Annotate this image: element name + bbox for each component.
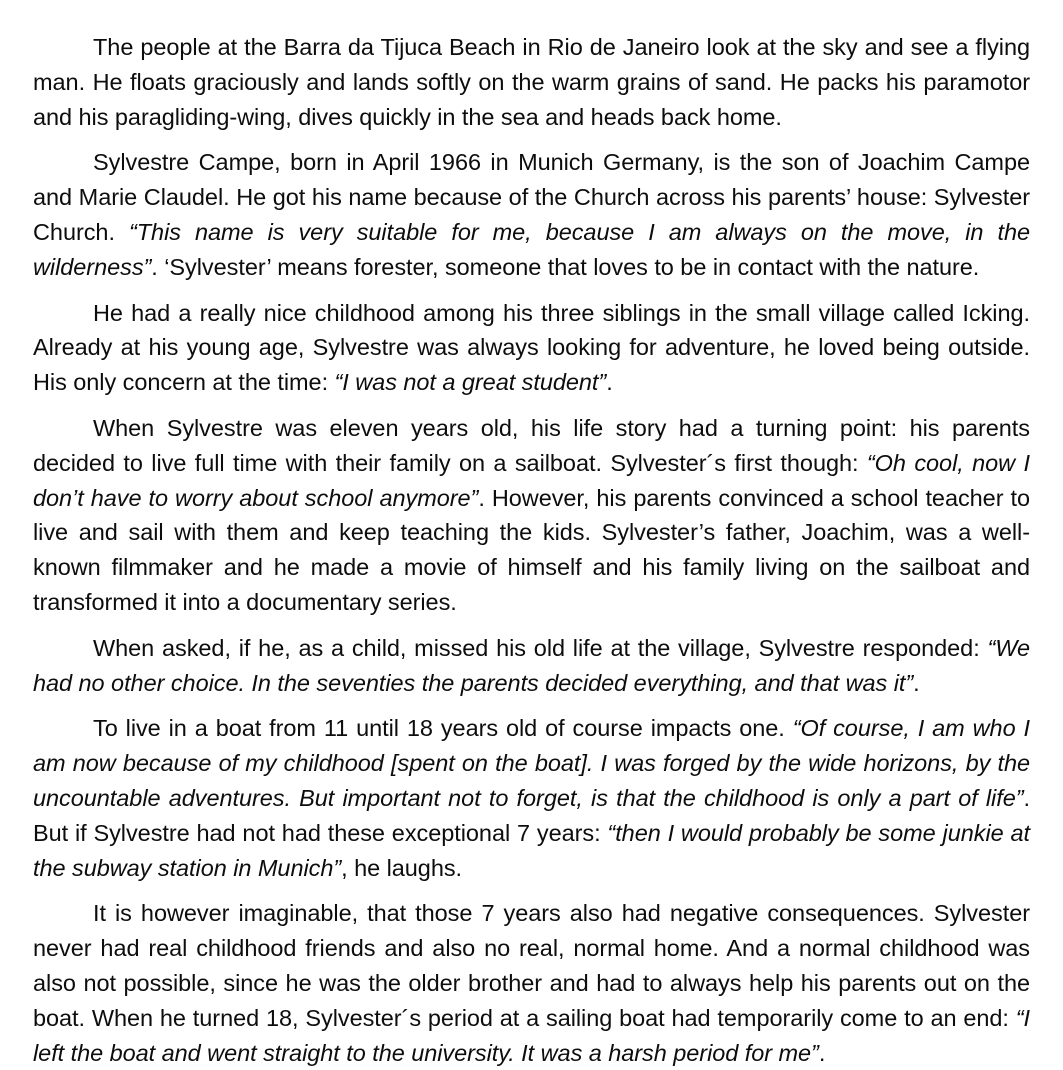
quoted-passage: “We had no other choice. In the seventies the parents decided everything, and that was it” [33,634,1030,696]
text-run: To live in a boat from 11 until 18 years old of course impacts one. [93,715,793,742]
text-run: . [913,669,920,696]
text-run: He had a really nice childhood among his three siblings in the small village called Icking. Already at his young age, Sylvestre was always looking for adventure, he loved being outside. His only concern at the time: [33,299,1030,396]
paragraph [33,296,1030,400]
quoted-passage: “then I would probably be some junkie at the subway station in Munich” [33,819,1030,881]
text-run: . ‘Sylvester’ means forester, someone that loves to be in contact with the nature. [151,253,980,280]
text-run: , he laughs. [341,854,463,881]
paragraph [33,896,1030,1070]
text-run: . [606,369,613,396]
paragraph [33,631,1030,701]
quoted-passage: “I left the boat and went straight to the university. It was a harsh period for me” [33,1004,1030,1066]
text-run: The people at the Barra da Tijuca Beach in Rio de Janeiro look at the sky and see a flying man. He floats graciously and lands softly on the warm grains of sand. He packs his paramotor and his paragliding-wing, dives quickly in the sea and heads back home. [33,34,1030,130]
quoted-passage: “Oh cool, now I don’t have to worry about school anymore” [33,449,1030,511]
text-run: When asked, if he, as a child, missed his old life at the village, Sylvestre responded: [93,634,988,661]
article-body [33,30,1030,1070]
text-run: When Sylvestre was eleven years old, his life story had a turning point: his parents decided to live full time with their family on a sailboat. Sylvester´s first though: [33,414,1030,476]
paragraph [33,411,1030,620]
text-run: . [818,1039,826,1066]
text-run: Sylvestre Campe, born in April 1966 in Munich Germany, is the son of Joachim Campe and Marie Claudel. He got his name because of the Church across his parents’ house: Sylvester Church. [33,149,1030,245]
quoted-passage: “This name is very suitable for me, because I am always on the move, in the wilderness” [33,218,1030,280]
paragraph [33,145,1030,284]
text-run: . However, his parents convinced a school teacher to live and sail with them and keep teaching the kids. Sylvester’s father, Joachim, was a well-known filmmaker and he made a movie of himself and his family living on the sailboat and transformed it into a documentary series. [33,484,1030,615]
text-run: It is however imaginable, that those 7 years also had negative consequences. Sylvester never had real childhood friends and also no real, normal home. And a normal childhood was also not possible, since he was the older brother and had to always help his parents out on the boat. When he turned 18, Sylvester´s period at a sailing boat had temporarily come to an end: [33,900,1030,1031]
paragraph [33,30,1030,134]
paragraph [33,711,1030,885]
quoted-passage: “Of course, I am who I am now because of my childhood [spent on the boat]. I was forged by the wide horizons, by the uncountable adventures. But important not to forget, is that the childhood is only a part of life” [33,715,1030,811]
quoted-passage: “I was not a great student” [334,369,607,396]
text-run: . But if Sylvestre had not had these exceptional 7 years: [33,784,1030,846]
